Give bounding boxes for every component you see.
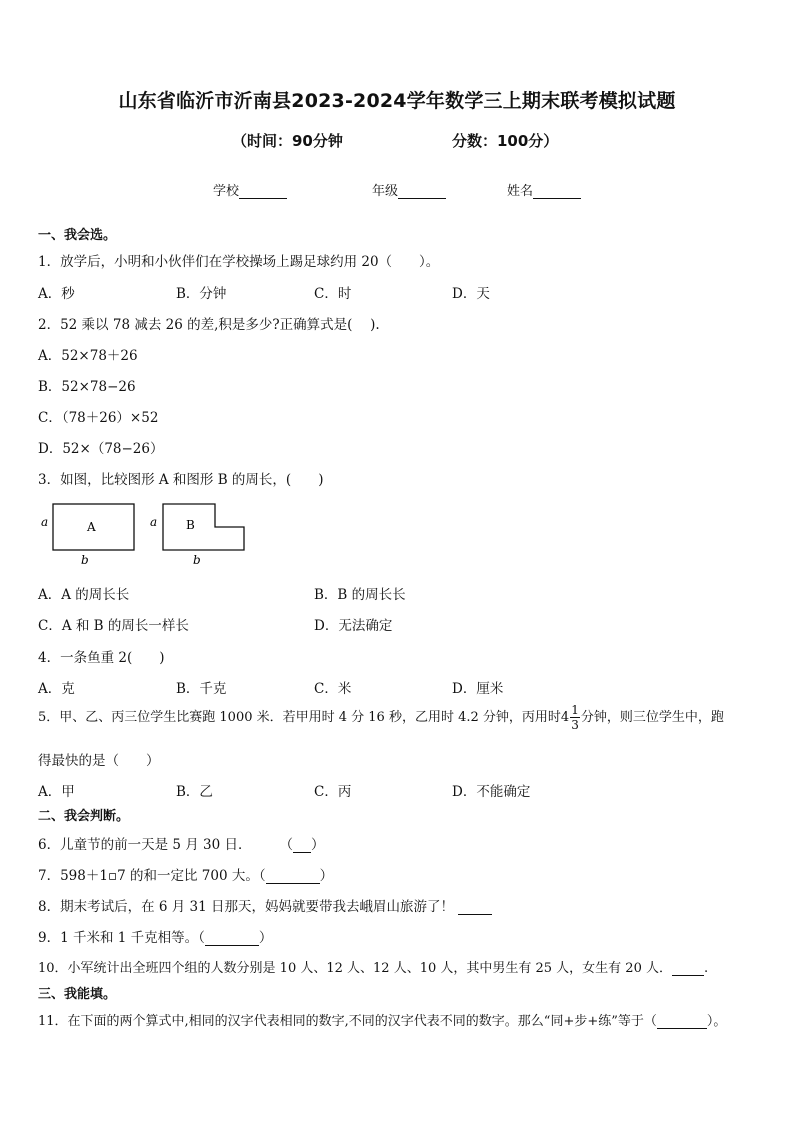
- q9-text: 9．1 千米和 1 千克相等。（: [38, 930, 205, 946]
- question-11: [38, 1010, 726, 1029]
- q10-text: 10．小军统计出全班四个组的人数分别是 10 人、12 人、12 人、10 人，其中男生有 25 人，女生有 20 人．: [38, 961, 672, 976]
- q2-option-d: D．52×（78−26）: [38, 441, 164, 457]
- q7-blank[interactable]: [266, 869, 320, 884]
- exam-score: 分数：100分）: [452, 132, 559, 150]
- shape-a-side-a: a: [41, 515, 49, 529]
- shape-a-side-b: b: [81, 553, 89, 567]
- q5-option-b: B．乙: [176, 784, 213, 800]
- grade-blank: [398, 184, 446, 199]
- page-title: 山东省临沂市沂南县2023-2024学年数学三上期末联考模拟试题: [118, 90, 676, 112]
- q9-blank[interactable]: [205, 931, 259, 946]
- question-8: [38, 895, 492, 915]
- q11-close: ）。: [706, 1014, 727, 1029]
- grade-field: [372, 180, 446, 199]
- q5-fraction: [570, 703, 580, 732]
- question-5: [38, 703, 724, 732]
- q5-text-post: 分钟，则三位学生中，跑: [580, 710, 724, 725]
- grade-label: 年级: [372, 184, 399, 199]
- q1-option-d: D．天: [452, 286, 490, 302]
- q7-text: 7．598＋1▫7 的和一定比 700 大。（: [38, 868, 266, 884]
- q6-blank[interactable]: [293, 838, 311, 853]
- name-blank: [533, 184, 581, 199]
- q5-option-d: D．不能确定: [452, 784, 531, 800]
- q2-option-b: B．52×78−26: [38, 379, 136, 395]
- q5-numerator: 1: [571, 703, 579, 717]
- q4-option-a: A．克: [38, 681, 75, 697]
- section-heading-3: 三、我能填。: [38, 987, 117, 1002]
- shape-a-label: A: [87, 520, 96, 534]
- shape-b-side-a: a: [150, 515, 158, 529]
- school-field: [213, 180, 287, 199]
- q1-option-c: C．时: [314, 286, 352, 302]
- q1-option-b: B．分钟: [176, 286, 227, 302]
- section-heading-2: 二、我会判断。: [38, 809, 130, 824]
- question-9: [38, 926, 272, 946]
- question-6: [38, 833, 325, 853]
- q10-blank[interactable]: [672, 961, 704, 976]
- name-label: 姓名: [507, 184, 534, 199]
- q5-text-pre: 5．甲、乙、丙三位学生比赛跑 1000 米．若甲用时 4 分 16 秒，乙用时 4.2 分钟，丙用时: [38, 710, 561, 725]
- q5-option-c: C．丙: [314, 784, 352, 800]
- q3-option-a: A．A 的周长长: [38, 587, 130, 603]
- q4-option-c: C．米: [314, 681, 352, 697]
- shape-b-outline: [163, 504, 244, 550]
- shape-b-label: B: [186, 518, 195, 532]
- exam-time: （时间：90分钟: [232, 132, 343, 150]
- question-10: [38, 957, 708, 976]
- school-blank: [239, 184, 287, 199]
- question-5-line2: 得最快的是（ ）: [38, 753, 160, 769]
- q8-text: 8．期末考试后，在 6 月 31 日那天，妈妈就要带我去峨眉山旅游了！: [38, 899, 455, 915]
- school-label: 学校: [213, 184, 240, 199]
- q5-denominator: 3: [571, 718, 579, 732]
- q3-option-c: C．A 和 B 的周长一样长: [38, 618, 189, 634]
- q6-paren-open: （: [279, 837, 294, 853]
- name-field: [507, 180, 581, 199]
- q4-option-d: D．厘米: [452, 681, 504, 697]
- shape-b-side-b: b: [193, 553, 201, 567]
- q3-option-d: D．无法确定: [314, 618, 393, 634]
- question-2: 2．52 乘以 78 减去 26 的差,积是多少?正确算式是( ).: [38, 317, 380, 333]
- q9-close: ）: [258, 930, 273, 946]
- q7-close: ）: [319, 868, 334, 884]
- q6-text: 6．儿童节的前一天是 5 月 30 日．: [38, 837, 252, 853]
- question-1: 1．放学后，小明和小伙伴们在学校操场上踢足球约用 20（ ）。: [38, 254, 440, 270]
- question-4: 4．一条鱼重 2( ): [38, 650, 165, 666]
- q1-option-a: A．秒: [38, 286, 75, 302]
- question-7: [38, 864, 333, 884]
- q5-option-a: A．甲: [38, 784, 75, 800]
- q2-option-c: C．（78＋26）×52: [38, 410, 159, 426]
- q11-text: 11．在下面的两个算式中,相同的汉字代表相同的数字,不同的汉字代表不同的数字。那么“同+步+练”等于（: [38, 1014, 657, 1029]
- q6-paren-close: ）: [311, 837, 325, 853]
- q4-option-b: B．千克: [176, 681, 227, 697]
- section-heading-1: 一、我会选。: [38, 228, 117, 243]
- q5-mixed-whole: 4: [560, 710, 570, 725]
- q10-end: .: [704, 961, 709, 976]
- q8-blank[interactable]: [458, 900, 492, 915]
- q2-option-a: A．52×78＋26: [38, 348, 138, 364]
- q11-blank[interactable]: [657, 1014, 707, 1029]
- q3-option-b: B．B 的周长长: [314, 587, 406, 603]
- question-3: 3．如图，比较图形 A 和图形 B 的周长，( ): [38, 472, 324, 488]
- perimeter-figure: [36, 500, 256, 572]
